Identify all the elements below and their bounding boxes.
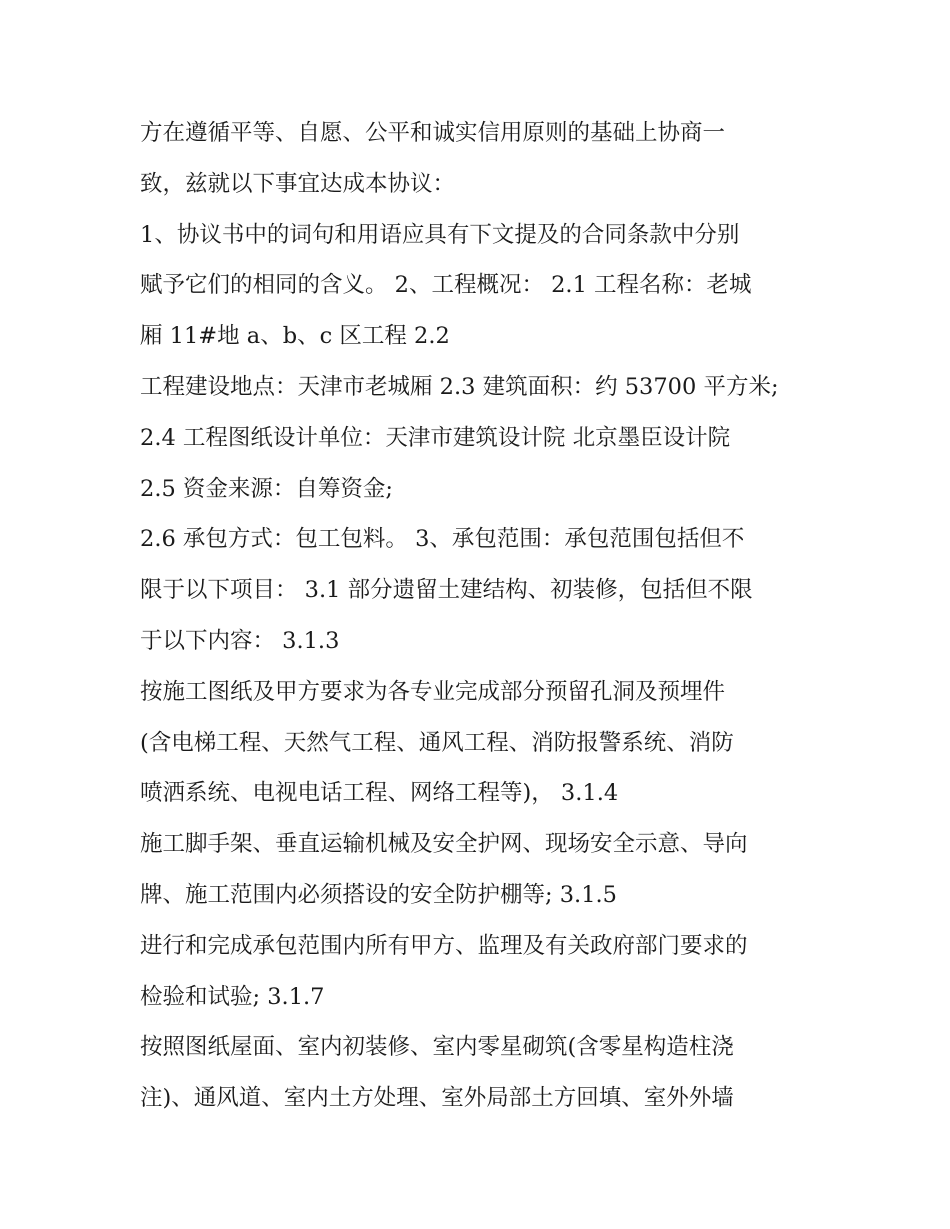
text-line: 厢 11#地 a、b、c 区工程 2.2: [140, 323, 450, 350]
text-line: 方在遵循平等、自愿、公平和诚实信用原则的基础上协商一: [140, 120, 726, 146]
text-line: 施工脚手架、垂直运输机械及安全护网、现场安全示意、导向: [140, 831, 748, 858]
text-line: 进行和完成承包范围内所有甲方、监理及有关政府部门要求的: [140, 932, 748, 959]
document-body: [140, 108, 820, 1124]
text-line: 于以下内容： 3.1.3: [140, 627, 340, 654]
text-line: 限于以下项目： 3.1 部分遗留土建结构、初装修，包括但不限: [140, 577, 753, 604]
text-line: 2.5 资金来源：自筹资金;: [140, 475, 394, 502]
text-line: 检验和试验; 3.1.7: [140, 983, 325, 1010]
text-line: 喷洒系统、电视电话工程、网络工程等)， 3.1.4: [140, 780, 619, 807]
text-line: 牌、施工范围内必须搭设的安全防护棚等; 3.1.5: [140, 881, 617, 908]
text-line: 按施工图纸及甲方要求为各专业完成部分预留孔洞及预埋件: [140, 678, 726, 705]
text-line: (含电梯工程、天然气工程、通风工程、消防报警系统、消防: [140, 729, 734, 756]
text-line: 致，兹就以下事宜达成本协议：: [140, 170, 456, 197]
text-line: 赋予它们的相同的含义。 2、工程概况： 2.1 工程名称：老城: [140, 272, 752, 299]
text-line: 2.6 承包方式：包工包料。 3、承包范围：承包范围包括但不: [140, 526, 745, 553]
text-line: 注)、通风道、室内土方处理、室外局部土方回填、室外外墙: [140, 1085, 734, 1112]
text-line: 2.4 工程图纸设计单位：天津市建筑设计院 北京墨臣设计院: [140, 424, 731, 451]
text-line: 按照图纸屋面、室内初装修、室内零星砌筑(含零星构造柱浇: [140, 1034, 734, 1061]
text-line: 工程建设地点：天津市老城厢 2.3 建筑面积：约 53700 平方米;: [140, 373, 779, 400]
text-line: 1、协议书中的词句和用语应具有下文提及的合同条款中分别: [140, 221, 740, 248]
